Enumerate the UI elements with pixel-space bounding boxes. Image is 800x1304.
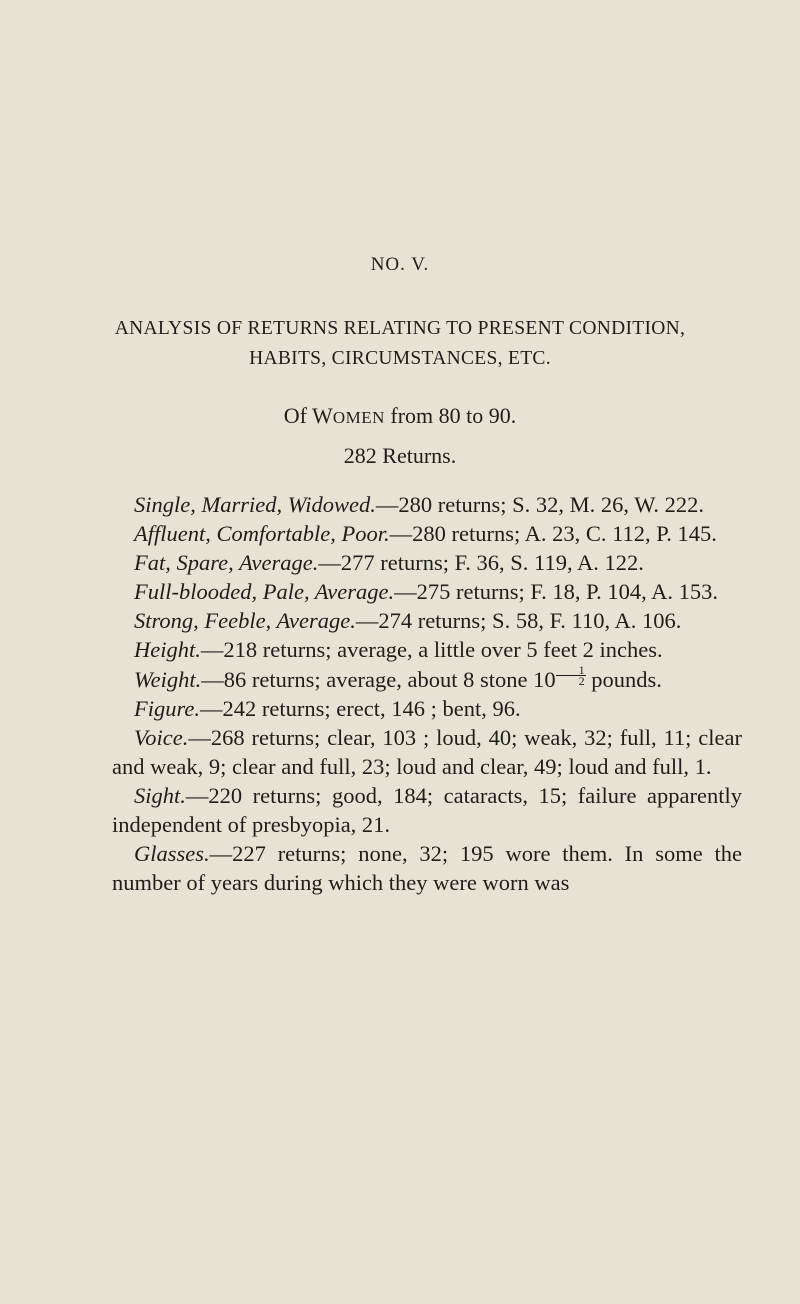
entry-label: Glasses. [134,841,210,867]
entry-text: —218 returns; average, a little over 5 feet 2 inches. [200,637,663,663]
fraction [556,662,586,688]
title-line-1: ANALYSIS OF RETURNS RELATING TO PRESENT CONDITION, [114,318,686,339]
entry-glasses [112,839,742,897]
fraction-denominator: 2 [578,673,585,688]
subtitle-small-caps: OMEN [332,408,385,427]
entry-text: —242 returns; erect, 146 ; bent, 96. [200,695,521,721]
title-line-2: HABITS, CIRCUMSTANCES, ETC. [249,348,551,369]
entry-label: Single, Married, Widowed. [134,492,376,517]
entry-label: Full-blooded, Pale, Average. [134,579,395,605]
entry-figure [112,694,742,723]
entry-text: —86 returns; average, about 8 stone 10 [201,666,556,692]
entry-strength [112,606,742,635]
entry-text: —220 returns; good, 184; cataracts, 15; failure apparently independent of presbyopia, 21. [112,782,742,838]
entry-text: —268 returns; clear, 103 ; loud, 40; weak, 32; full, 11; clear and weak, 9; clear and full, 23; loud and clear, 49; loud and full, 1. [112,724,742,779]
subtitle-suffix: from 80 to 90. [384,403,517,428]
entry-text: —227 returns; none, 32; 195 wore them. In some the number of years during which they were worn was [112,841,742,896]
entry-label: Sight. [134,782,186,808]
subtitle-cap: W [312,403,333,428]
entry-complexion [112,577,742,606]
subtitle [60,403,740,429]
entry-marital [112,490,742,519]
entry-text: —277 returns; F. 36, S. 119, A. 122. [318,550,644,576]
entry-label: Weight. [134,666,202,692]
entry-text: —280 returns; S. 32, M. 26, W. 222. [375,492,704,517]
entry-label: Height. [134,637,201,663]
entry-sight [112,781,742,839]
document-number: NO. V. [370,254,430,275]
entry-label: Strong, Feeble, Average. [134,608,356,634]
entry-label: Fat, Spare, Average. [134,550,319,576]
entries-body [112,490,742,897]
entry-build [112,548,742,577]
entry-text-tail: pounds. [585,666,662,692]
entry-text: —274 returns; S. 58, F. 110, A. 106. [355,608,682,634]
entry-voice [112,723,742,781]
subtitle-prefix: Of [283,403,313,428]
entry-label: Figure. [134,695,201,721]
returns-total: 282 Returns. [343,443,457,468]
entry-weight [112,662,742,694]
entry-circumstances [112,519,742,548]
entry-label: Voice. [134,724,189,750]
entry-height [112,635,742,664]
entry-text: —275 returns; F. 18, P. 104, A. 153. [394,579,719,605]
fraction-numerator: 1 [556,665,586,676]
entry-text: —280 returns; A. 23, C. 112, P. 145. [389,521,717,547]
entry-label: Affluent, Comfortable, Poor. [134,521,390,547]
